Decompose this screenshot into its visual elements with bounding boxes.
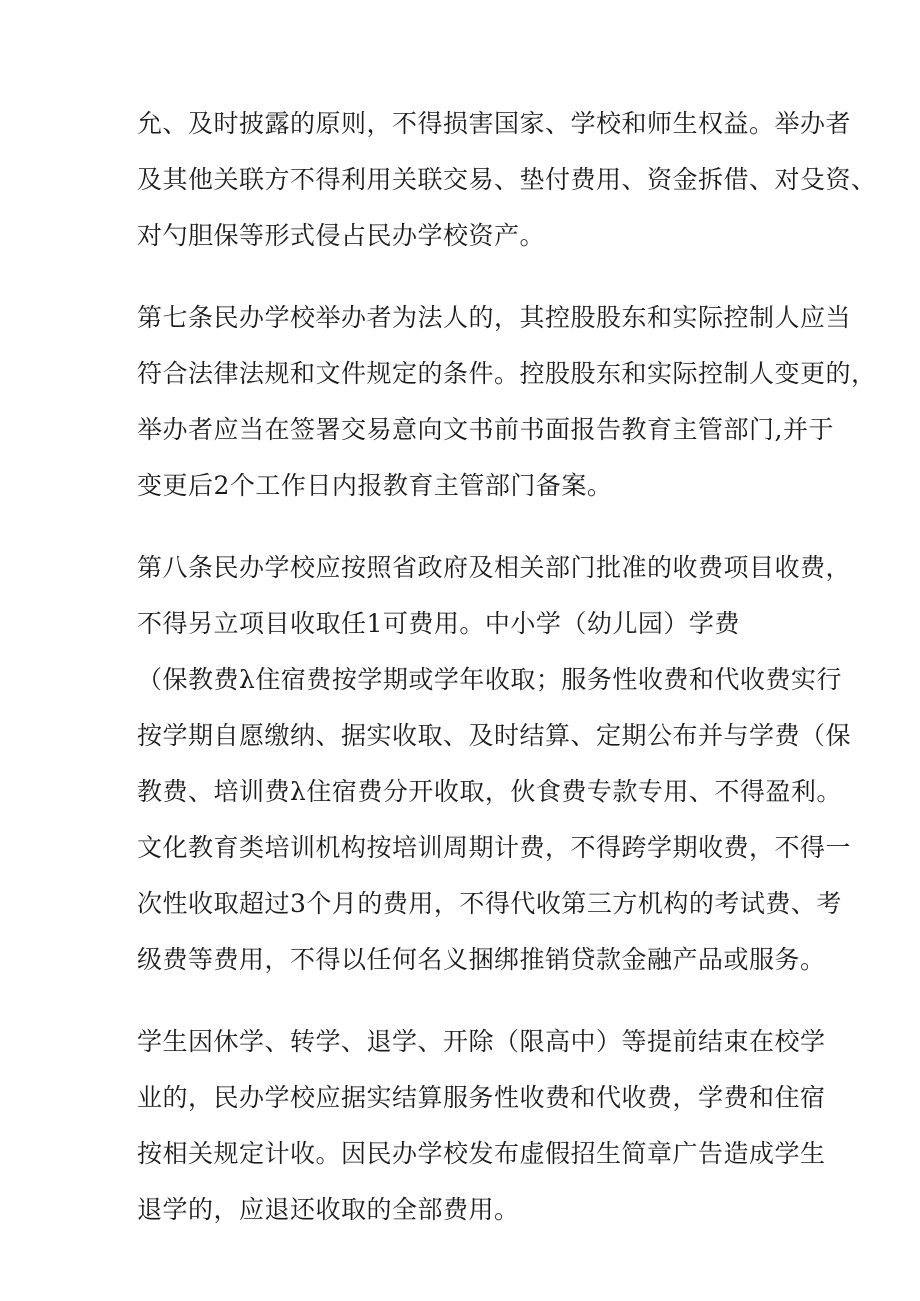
- text-line: 按相关规定计收。因民办学校发布虚假招生简章广告造成学生: [137, 1139, 826, 1168]
- paragraph-1: [137, 96, 877, 264]
- text-line: 文化教育类培训机构按培训周期计费，不得跨学期收费，不得一: [137, 833, 852, 862]
- document-body: [137, 96, 877, 1264]
- text-line: 教费、培训费λ住宿费分开收取，伙食费专款专用、不得盈利。: [137, 777, 842, 806]
- text-line: 第八条民办学校应按照省政府及相关部门批准的收费项目收费，: [137, 553, 852, 582]
- paragraph-4: [137, 1014, 826, 1238]
- text-line: 符合法律法规和文件规定的条件。控股股东和实际控制人变更的，: [137, 359, 877, 388]
- paragraph-2: [137, 290, 877, 514]
- text-line: 退学的，应退还收取的全部费用。: [137, 1195, 520, 1224]
- text-line: 不得另立项目收取任1可费用。中小学（幼儿园）学费: [137, 609, 740, 638]
- text-line: 业的，民办学校应据实结算服务性收费和代收费，学费和住宿: [137, 1083, 826, 1112]
- text-line: 学生因休学、转学、退学、开除（限高中）等提前结束在校学: [137, 1027, 826, 1056]
- text-line: 变更后2个工作日内报教育主管部门备案。: [137, 471, 613, 500]
- text-line: 次性收取超过3个月的费用，不得代收第三方机构的考试费、考: [137, 889, 842, 918]
- paragraph-3: [137, 540, 852, 988]
- text-line: 允、及时披露的原则，不得损害国家、学校和师生权益。举办者: [137, 109, 852, 138]
- text-line: 第七条民办学校举办者为法人的，其控股股东和实际控制人应当: [137, 303, 852, 332]
- text-line: 级费等费用，不得以任何名义捆绑推销贷款金融产品或服务。: [137, 945, 826, 974]
- text-line: 及其他关联方不得利用关联交易、垫付费用、资金拆借、对殳资、: [137, 165, 877, 194]
- text-line: 举办者应当在签署交易意向文书前书面报告教育主管部门,并于: [137, 415, 834, 444]
- text-line: 对勺胆保等形式侵占民办学校资产。: [137, 221, 546, 250]
- text-line: 按学期自愿缴纳、据实收取、及时结算、定期公布并与学费（保: [137, 721, 852, 750]
- text-line: （保教费λ住宿费按学期或学年收取；服务性收费和代收费实行: [137, 665, 842, 694]
